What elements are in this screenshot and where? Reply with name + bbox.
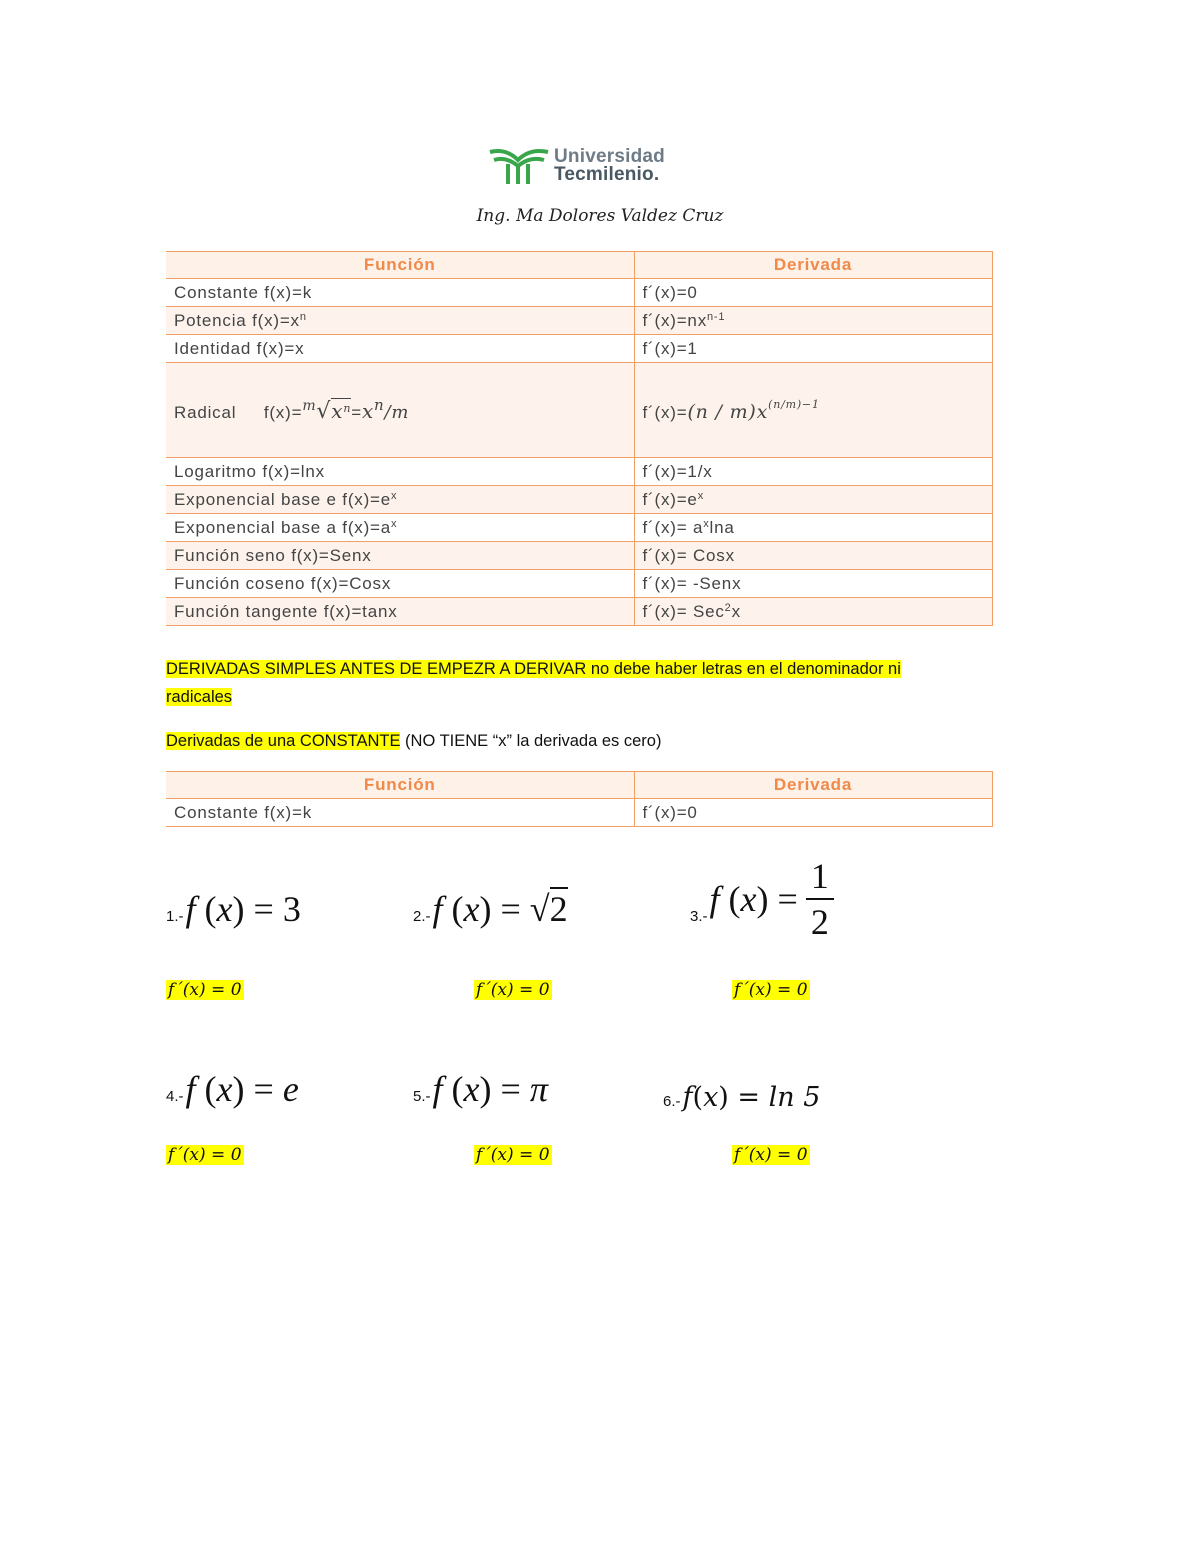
- table-row: [166, 458, 992, 486]
- cell-derivada: f´(x)= -Senx: [634, 570, 992, 598]
- table-row: [166, 486, 992, 514]
- cell-funcion: Función seno f(x)=Senx: [166, 542, 634, 570]
- cell-funcion: Constante f(x)=k: [166, 799, 634, 827]
- cell-funcion: Exponencial base a $f(x)=a^x$: [166, 514, 634, 542]
- constant-table: [166, 771, 993, 827]
- table-row: [166, 335, 992, 363]
- table-row: [166, 542, 992, 570]
- problem-1: 1.- f (x) = 3: [166, 889, 301, 929]
- answer-6: f´(x) = 0: [734, 1145, 808, 1165]
- table-header-row: [166, 252, 992, 279]
- table-row: [166, 279, 992, 307]
- table-row: [166, 307, 992, 335]
- cell-derivada: $f´(x)=e^x$: [634, 486, 992, 514]
- problem-2: 2.- f (x) = √2: [413, 889, 568, 929]
- table-row: [166, 514, 992, 542]
- table-row: [166, 363, 992, 458]
- logo-text-line1: Universidad: [554, 146, 665, 167]
- problem-3: 3.- f (x) = 1 2: [690, 858, 834, 940]
- answer-2: f´(x) = 0: [476, 980, 550, 1000]
- table-header-row: [166, 772, 992, 799]
- cell-derivada: f´(x)=0: [634, 279, 992, 307]
- header-funcion: Función: [166, 252, 634, 279]
- problem-5: 5.- f (x) = π: [413, 1069, 548, 1109]
- cell-derivada: f´(x)= $a^x\ln a$: [634, 514, 992, 542]
- answer-3: f´(x) = 0: [734, 980, 808, 1000]
- header-derivada: Derivada: [634, 252, 992, 279]
- university-logo: [488, 142, 718, 188]
- cell-funcion: Exponencial base e $f(x)=e^x$: [166, 486, 634, 514]
- cell-funcion: Función coseno f(x)=Cosx: [166, 570, 634, 598]
- answer-1: f´(x) = 0: [168, 980, 242, 1000]
- cell-derivada: f´(x)=1/x: [634, 458, 992, 486]
- table-row: [166, 799, 992, 827]
- note-line-2: radicales: [166, 688, 233, 706]
- radical-expression: $f(x)=^m√x^n=xn/m$: [263, 396, 410, 424]
- cell-derivada: [634, 363, 992, 458]
- cell-derivada: f´(x)= Sec$^2$x: [634, 598, 992, 626]
- cell-funcion: Identidad f(x)=x: [166, 335, 634, 363]
- answer-5: f´(x) = 0: [476, 1145, 550, 1165]
- cell-funcion: Función tangente f(x)=tanx: [166, 598, 634, 626]
- cell-funcion: Constante f(x)=k: [166, 279, 634, 307]
- problem-4: 4.- f (x) = e: [166, 1069, 299, 1109]
- derivatives-table: [166, 251, 993, 626]
- cell-funcion: Logaritmo f(x)=lnx: [166, 458, 634, 486]
- note-line-3: Derivadas de una CONSTANTE (NO TIENE “x” la derivada es cero): [166, 732, 662, 750]
- problem-6: 6.- f(x) = ln 5: [663, 1082, 821, 1113]
- cell-derivada: f´(x)=0: [634, 799, 992, 827]
- cell-derivada: $f´(x)=nx^{n-1}$: [634, 307, 992, 335]
- logo-text-line2: Tecmilenio.: [554, 164, 660, 185]
- header-derivada: Derivada: [634, 772, 992, 799]
- table-row: [166, 598, 992, 626]
- table-row: [166, 570, 992, 598]
- tecmilenio-logo-icon: [488, 146, 550, 186]
- cell-derivada: f´(x)=1: [634, 335, 992, 363]
- radical-derivative: f´(x)=(n / $m)x^{(n/m)-1}$: [642, 397, 820, 423]
- cell-funcion: Potencia $f(x)=x^n$: [166, 307, 634, 335]
- header-funcion: Función: [166, 772, 634, 799]
- cell-derivada: f´(x)= Cosx: [634, 542, 992, 570]
- note-line-1: DERIVADAS SIMPLES ANTES DE EMPEZR A DERIVAR no debe haber letras en el denominador ni: [166, 660, 901, 678]
- cell-funcion: Radical $f(x)=^m√x^n=xn/m$: [166, 363, 634, 458]
- author-name: Ing. Ma Dolores Valdez Cruz: [476, 206, 724, 226]
- answer-4: f´(x) = 0: [168, 1145, 242, 1165]
